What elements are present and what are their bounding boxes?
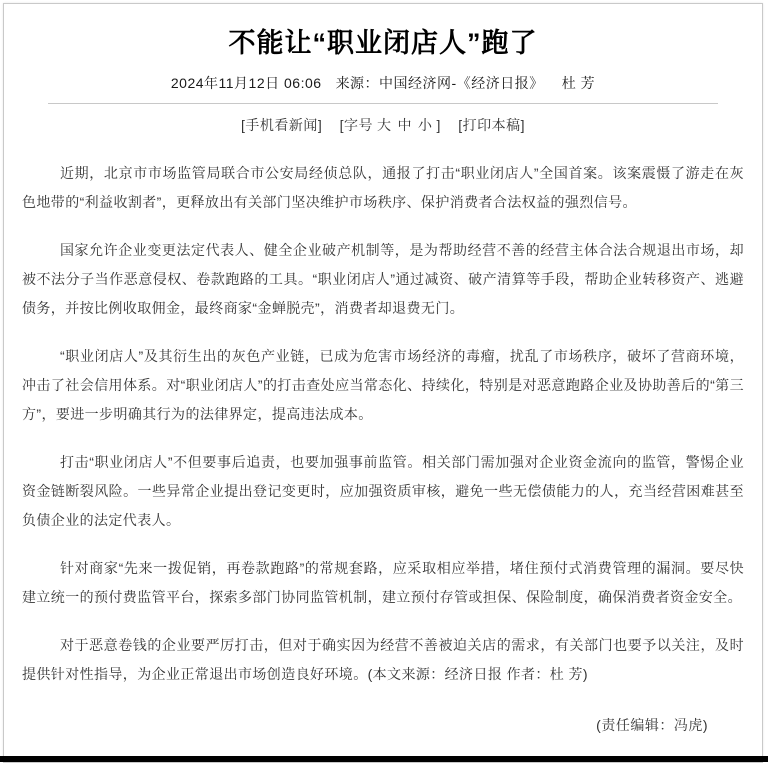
header-divider <box>48 103 718 104</box>
print-link[interactable]: [打印本稿] <box>458 117 526 134</box>
article-date: 2024年11月12日 06:06 <box>170 75 322 92</box>
mobile-news-link[interactable]: [手机看新闻] <box>240 117 323 134</box>
article-author: 杜 芳 <box>561 75 596 92</box>
editor-note: (责任编辑：冯虎) <box>596 717 708 734</box>
article-paragraph-4: 打击“职业闭店人”不但要事后追责，也要加强事前监管。相关部门需加强对企业资金流向的监管，警惕企业资金链断裂风险。一些异常企业提出登记变更时，应加强资质审核，避免一些无偿债能力的人，充当经营困难甚至负债企业的法定代表人。 <box>22 454 744 529</box>
font-size-control <box>339 117 442 133</box>
article-paragraph-2: 国家允许企业变更法定代表人、健全企业破产机制等，是为帮助经营不善的经营主体合法合规退出市场，却被不法分子当作恶意侵权、卷款跑路的工具。“职业闭店人”通过减资、破产清算等手段，帮助企业转移资产、逃避债务，并按比例收取佣金，最终商家“金蝉脱壳”，消费者却退费无门。 <box>22 242 744 317</box>
font-size-large-button[interactable]: 大 <box>377 117 392 134</box>
font-size-label-close: ] <box>436 117 441 134</box>
article-title: 不能让“职业闭店人”跑了 <box>228 28 538 58</box>
font-size-small-button[interactable]: 小 <box>418 117 433 134</box>
article-body <box>22 159 744 689</box>
bottom-edge-bar <box>0 756 768 762</box>
article-paragraph-5: 针对商家“先来一拨促销，再卷款跑路”的常规套路，应采取相应举措，堵住预付式消费管理的漏洞。要尽快建立统一的预付费监管平台，探索多部门协同监管机制，建立预付存管或担保、保险制度，确保消费者资金安全。 <box>22 560 744 606</box>
article-page <box>3 3 763 763</box>
article-toolbar <box>22 115 744 135</box>
article-paragraph-3: “职业闭店人”及其衍生出的灰色产业链，已成为危害市场经济的毒瘤，扰乱了市场秩序，破坏了营商环境，冲击了社会信用体系。对“职业闭店人”的打击查处应当常态化、持续化，特别是对恶意跑路企业及协助善后的“第三方”，要进一步明确其行为的法律界定，提高违法成本。 <box>22 348 744 423</box>
article-paragraph-1: 近期，北京市市场监管局联合市公安局经侦总队，通报了打击“职业闭店人”全国首案。该案震慑了游走在灰色地带的“利益收割者”，更释放出有关部门坚决维护市场秩序、保护消费者合法权益的强烈信号。 <box>22 165 744 211</box>
font-size-medium-button[interactable]: 中 <box>397 117 412 134</box>
article-paragraph-6: 对于恶意卷钱的企业要严厉打击，但对于确实因为经营不善被迫关店的需求，有关部门也要予以关注，及时提供针对性指导，为企业正常退出市场创造良好环境。(本文来源：经济日报 作者：杜 芳) <box>22 637 744 683</box>
article-meta-line <box>22 73 744 93</box>
font-size-label: [字号 <box>339 117 373 134</box>
article-source: 来源：中国经济网-《经济日报》 <box>335 75 544 92</box>
